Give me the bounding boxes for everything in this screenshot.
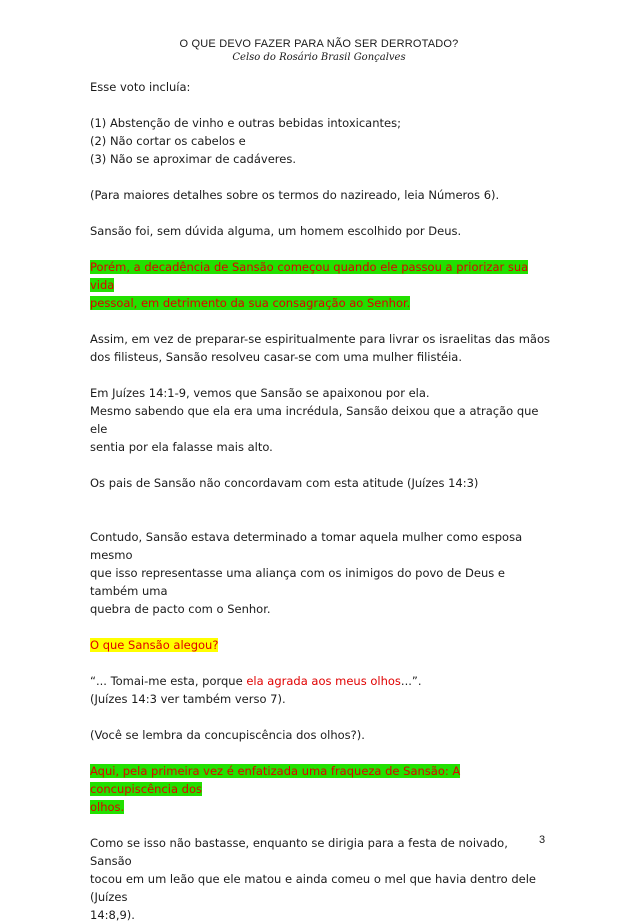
list-item-3: (3) Não se aproximar de cadáveres. — [90, 152, 296, 166]
paragraph-line: Mesmo sabendo que ela era uma incrédula, Sansão deixou que a atração que ele — [90, 404, 539, 436]
paragraph-line: Em Juízes 14:1-9, vemos que Sansão se apaixonou por ela. — [90, 386, 430, 400]
highlighted-line — [90, 294, 550, 312]
quote-text-end: ...”. — [400, 674, 422, 688]
page-number: 3 — [539, 834, 546, 846]
list-item-2: (2) Não cortar os cabelos e — [90, 134, 246, 148]
paragraph-line: quebra de pacto com o Senhor. — [90, 602, 271, 616]
quote-line — [90, 672, 550, 690]
paragraph-line: Como se isso não bastasse, enquanto se dirigia para a festa de noivado, Sansão — [90, 836, 508, 868]
document-body — [90, 78, 550, 924]
page-header — [0, 37, 638, 65]
paragraph-line: Contudo, Sansão estava determinado a tomar aquela mulher como esposa mesmo — [90, 530, 523, 562]
highlight-yellow-text: O que Sansão alegou? — [90, 638, 219, 652]
highlighted-line — [90, 798, 550, 816]
highlight-green-text: Porém, a decadência de Sansão começou quando ele passou a priorizar sua vida — [90, 260, 529, 292]
paragraph-question: (Você se lembra da concupiscência dos olhos?). — [90, 728, 365, 742]
document-author: Celso do Rosário Brasil Gonçalves — [232, 52, 406, 63]
list-item-1: (1) Abstenção de vinho e outras bebidas intoxicantes; — [90, 116, 401, 130]
paragraph-line: dos filisteus, Sansão resolveu casar-se com uma mulher filistéia. — [90, 350, 462, 364]
paragraph-line: tocou em um leão que ele matou e ainda comeu o mel que havia dentro dele (Juízes — [90, 872, 537, 904]
highlight-green-text: pessoal, em detrimento da sua consagração ao Senhor. — [90, 296, 411, 310]
paragraph-line: sentia por ela falasse mais alto. — [90, 440, 273, 454]
document-title: O QUE DEVO FAZER PARA NÃO SER DERROTADO? — [179, 38, 459, 50]
quote-reference: (Juízes 14:3 ver também verso 7). — [90, 692, 286, 706]
highlight-green-text: Aqui, pela primeira vez é enfatizada uma fraqueza de Sansão: A concupiscência dos — [90, 764, 461, 796]
highlighted-line — [90, 258, 550, 294]
paragraph-parents: Os pais de Sansão não concordavam com esta atitude (Juízes 14:3) — [90, 476, 479, 490]
quote-text: “... Tomai-me esta, porque — [90, 674, 247, 688]
highlight-green-text: olhos. — [90, 800, 125, 814]
question-line — [90, 636, 550, 654]
paragraph-line: 14:8,9). — [90, 908, 135, 922]
quote-red-text: ela agrada aos meus olhos — [246, 674, 401, 688]
paragraph-vow-intro: Esse voto incluía: — [90, 80, 191, 94]
paragraph-chosen: Sansão foi, sem dúvida alguma, um homem escolhido por Deus. — [90, 224, 462, 238]
paragraph-nazirite-note: (Para maiores detalhes sobre os termos do nazireado, leia Números 6). — [90, 188, 500, 202]
paragraph-line: que isso representasse uma aliança com os inimigos do povo de Deus e também uma — [90, 566, 505, 598]
highlighted-line — [90, 762, 550, 798]
paragraph-line: Assim, em vez de preparar-se espiritualmente para livrar os israelitas das mãos — [90, 332, 550, 346]
